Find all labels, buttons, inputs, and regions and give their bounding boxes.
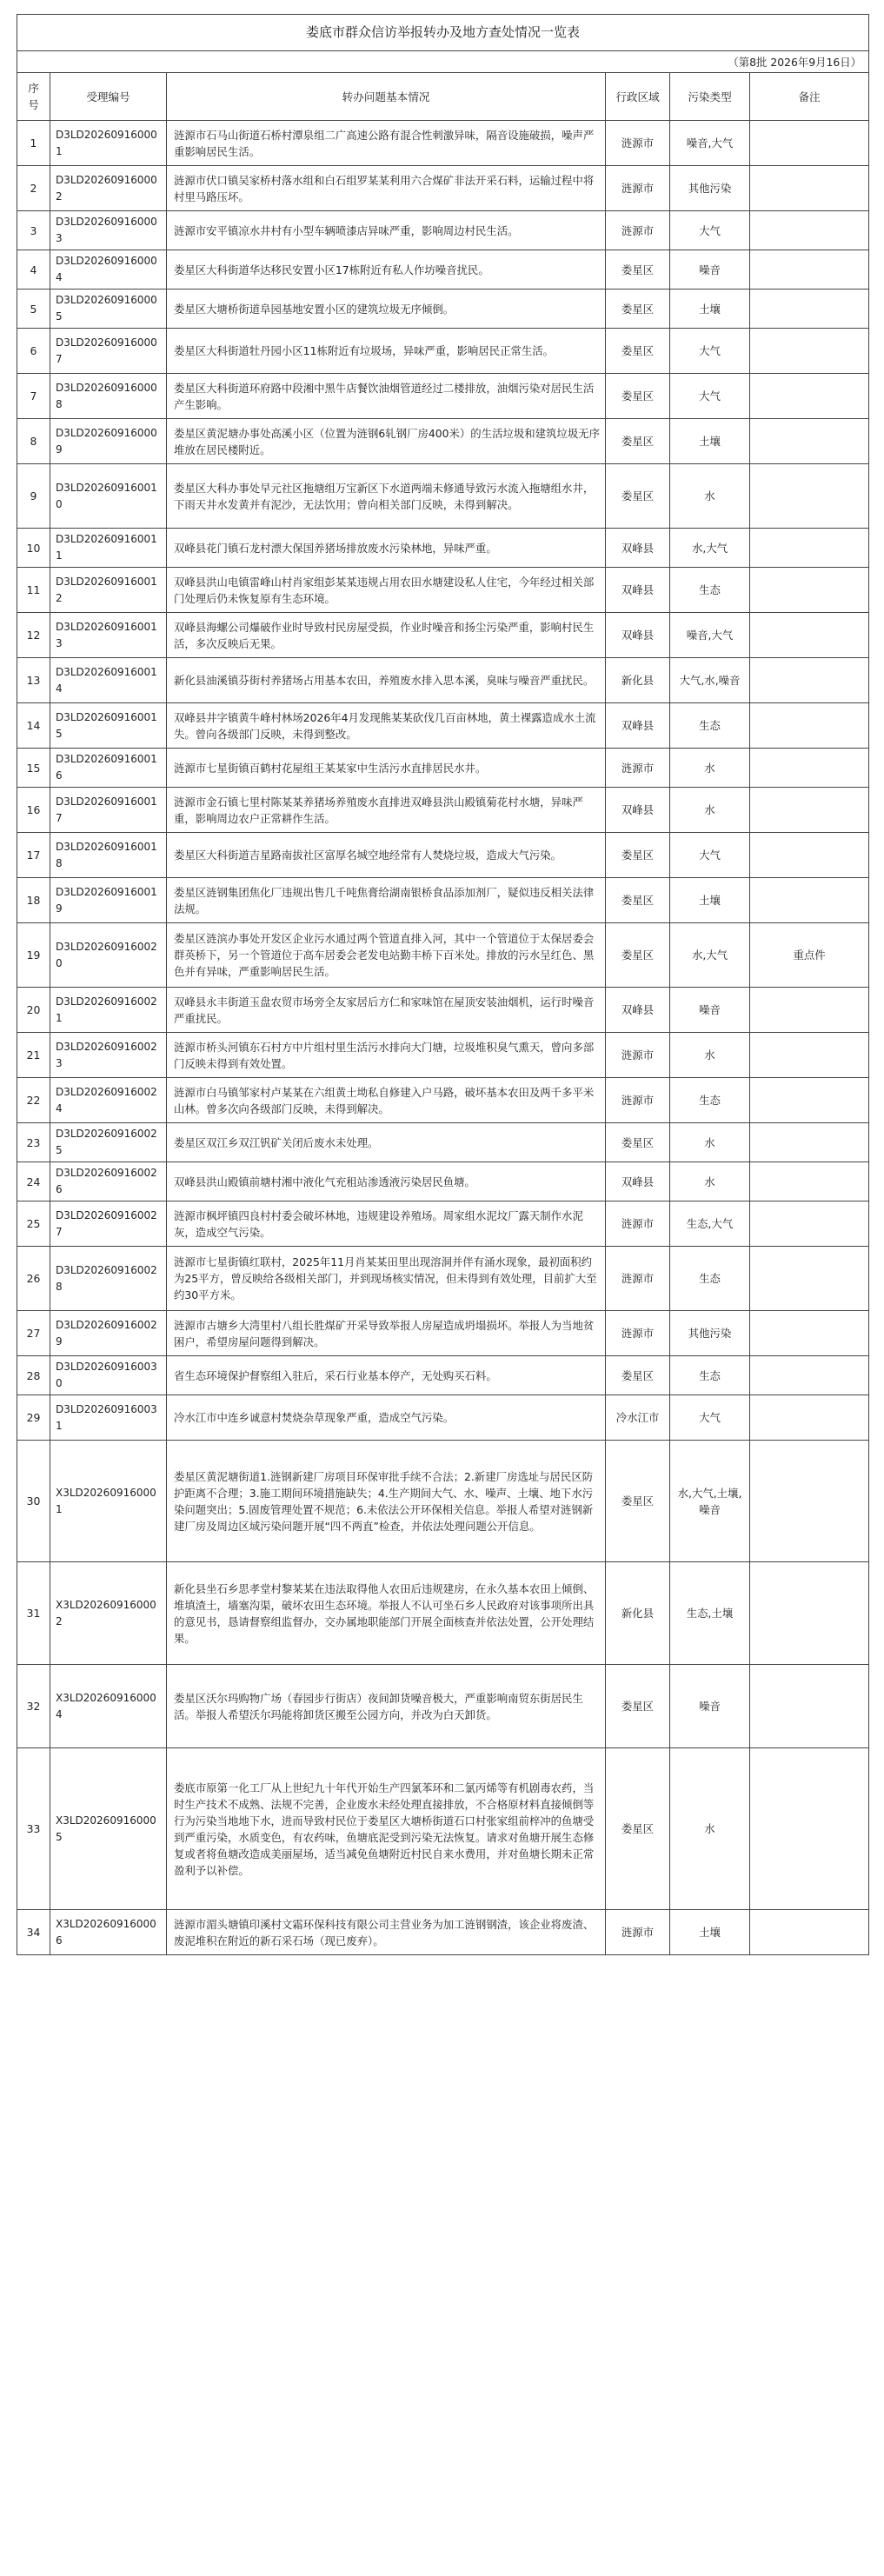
row-district: 娄星区: [606, 1748, 670, 1910]
row-description: 娄星区大科街道华达移民安置小区17栋附近有私人作坊噪音扰民。: [167, 250, 606, 290]
row-seq: 28: [17, 1356, 50, 1395]
row-pollution-type: 噪音: [670, 1665, 750, 1748]
row-description: 娄星区黄泥塘街道1.涟钢新建厂房项目环保审批手续不合法；2.新建厂房选址与居民区防护距离不合理；3.施工期间环境措施缺失；4.生产期间大气、水、噪声、土壤、地下水污染问题突出；5.固废管理处置不规范；6.未依法公开环保相关信息。举报人希望对涟钢新建厂房及周边区域污染问题开展“四不两直”检查，并依法处理问题公开信息。: [167, 1441, 606, 1562]
row-seq: 7: [17, 374, 50, 419]
row-pollution-type: 大气: [670, 374, 750, 419]
row-remark: [750, 878, 869, 923]
row-pollution-type: 水: [670, 1748, 750, 1910]
batch-note: （第8批 2026年9月16日）: [17, 51, 869, 73]
row-remark: [750, 1033, 869, 1078]
table-row: [17, 988, 869, 1033]
row-pollution-type: 水: [670, 1162, 750, 1201]
table-row: [17, 374, 869, 419]
row-remark: [750, 988, 869, 1033]
row-pollution-type: 生态: [670, 703, 750, 749]
row-description: 娄星区涟滨办事处开发区企业污水通过两个管道直排入河，其中一个管道位于太保居委会群英桥下，另一个管道位于高车居委会老发电站勤丰桥下百米处。排放的污水呈红色、黑色并有异味，严重影响居民生活。: [167, 923, 606, 988]
row-district: 涟源市: [606, 1033, 670, 1078]
table-row: [17, 1162, 869, 1201]
row-pollution-type: 土壤: [670, 419, 750, 464]
row-pollution-type: 噪音: [670, 250, 750, 290]
row-remark: [750, 568, 869, 613]
row-description: 娄星区大科办事处早元社区拖塘组万宝新区下水道两端未修通导致污水流入拖塘组水井，下雨天井水发黄并有泥沙，无法饮用；曾向相关部门反映，未得到解决。: [167, 464, 606, 529]
row-district: 娄星区: [606, 290, 670, 329]
row-pollution-type: 大气: [670, 833, 750, 878]
row-code: D3LD202609160019: [50, 878, 167, 923]
row-pollution-type: 水: [670, 749, 750, 788]
row-district: 双峰县: [606, 788, 670, 833]
row-description: 涟源市安平镇凉水井村有小型车辆喷漆店异味严重，影响周边村民生活。: [167, 211, 606, 250]
row-pollution-type: 噪音,大气: [670, 121, 750, 166]
row-district: 涟源市: [606, 1201, 670, 1247]
row-remark: [750, 529, 869, 568]
row-code: X3LD202609160001: [50, 1441, 167, 1562]
row-seq: 13: [17, 658, 50, 703]
row-district: 涟源市: [606, 1311, 670, 1356]
row-seq: 25: [17, 1201, 50, 1247]
row-district: 娄星区: [606, 1356, 670, 1395]
row-description: 新化县坐石乡思孝堂村黎某某在违法取得他人农田后违规建房，在永久基本农田上倾倒、堆填渣土，墙塞沟渠，破坏农田生态环境。举报人不认可坐石乡人民政府对该事项所出具的意见书，恳请督察组监督办，交办属地职能部门开展全面核查并依法处置，公开处理结果。: [167, 1562, 606, 1665]
row-description: 涟源市湄头塘镇印溪村文霜环保科技有限公司主营业务为加工涟钢钢渣，该企业将废渣、废泥堆积在附近的新石采石场（现已废弃）。: [167, 1910, 606, 1955]
row-seq: 12: [17, 613, 50, 658]
row-district: 新化县: [606, 658, 670, 703]
row-code: D3LD202609160010: [50, 464, 167, 529]
row-seq: 29: [17, 1395, 50, 1441]
row-description: 涟源市桥头河镇东石村方中片组村里生活污水排向大门塘，垃圾堆积臭气熏天，曾向多部门反映未得到有效处置。: [167, 1033, 606, 1078]
row-description: 涟源市枫坪镇四良村村委会破坏林地，违规建设养殖场。周家组水泥坟厂露天制作水泥灰，造成空气污染。: [167, 1201, 606, 1247]
table-row: [17, 788, 869, 833]
row-district: 涟源市: [606, 211, 670, 250]
row-district: 娄星区: [606, 923, 670, 988]
row-seq: 19: [17, 923, 50, 988]
table-row: [17, 923, 869, 988]
row-district: 娄星区: [606, 833, 670, 878]
row-district: 双峰县: [606, 529, 670, 568]
table-row: [17, 833, 869, 878]
row-pollution-type: 土壤: [670, 878, 750, 923]
row-description: 娄星区涟钢集团焦化厂违规出售几千吨焦膏给湖南银桥食品添加剂厂，疑似违反相关法律法规。: [167, 878, 606, 923]
table-row: [17, 1078, 869, 1123]
row-seq: 27: [17, 1311, 50, 1356]
row-seq: 23: [17, 1123, 50, 1162]
row-description: 省生态环境保护督察组入驻后，采石行业基本停产，无处购买石料。: [167, 1356, 606, 1395]
table-row: [17, 749, 869, 788]
row-code: D3LD202609160024: [50, 1078, 167, 1123]
row-seq: 15: [17, 749, 50, 788]
table-row: [17, 166, 869, 211]
row-district: 涟源市: [606, 166, 670, 211]
row-description: 涟源市白马镇邹家村卢某某在六组黄土坳私自修建入户马路，破坏基本农田及两千多平米山林。曾多次向各级部门反映，未得到解决。: [167, 1078, 606, 1123]
row-remark: [750, 703, 869, 749]
row-district: 娄星区: [606, 374, 670, 419]
row-description: 涟源市金石镇七里村陈某某养猪场养殖废水直排进双峰县洪山殿镇菊花村水塘，异味严重，影响周边农户正常耕作生活。: [167, 788, 606, 833]
row-district: 娄星区: [606, 1665, 670, 1748]
row-seq: 5: [17, 290, 50, 329]
row-code: X3LD202609160006: [50, 1910, 167, 1955]
row-code: D3LD202609160020: [50, 923, 167, 988]
row-pollution-type: 生态,土壤: [670, 1562, 750, 1665]
row-seq: 31: [17, 1562, 50, 1665]
row-description: 涟源市古塘乡大湾里村八组长胜煤矿开采导致举报人房屋造成坍塌损坏。举报人为当地贫困户，希望房屋问题得到解决。: [167, 1311, 606, 1356]
row-remark: [750, 1247, 869, 1311]
row-remark: [750, 788, 869, 833]
row-code: D3LD202609160011: [50, 529, 167, 568]
row-remark: [750, 1562, 869, 1665]
report-table: [17, 14, 869, 1955]
row-code: D3LD202609160028: [50, 1247, 167, 1311]
row-district: 双峰县: [606, 613, 670, 658]
row-code: D3LD202609160027: [50, 1201, 167, 1247]
header-pollution-type: 污染类型: [670, 73, 750, 121]
row-description: 娄星区黄泥塘办事处高溪小区（位置为涟钢6轧钢厂房400米）的生活垃圾和建筑垃圾无序堆放在居民楼附近。: [167, 419, 606, 464]
row-pollution-type: 生态: [670, 1356, 750, 1395]
row-code: D3LD202609160016: [50, 749, 167, 788]
header-row: [17, 73, 869, 121]
row-pollution-type: 土壤: [670, 290, 750, 329]
row-code: D3LD202609160002: [50, 166, 167, 211]
table-row: [17, 1748, 869, 1910]
row-remark: [750, 613, 869, 658]
row-remark: [750, 1123, 869, 1162]
table-row: [17, 568, 869, 613]
row-code: X3LD202609160005: [50, 1748, 167, 1910]
row-description: 双峰县井字镇黄牛峰村林场2026年4月发现熊某某砍伐几百亩林地，黄土裸露造成水土流失。曾向各级部门反映，未得到整改。: [167, 703, 606, 749]
table-row: [17, 1562, 869, 1665]
row-code: D3LD202609160009: [50, 419, 167, 464]
table-row: [17, 250, 869, 290]
row-pollution-type: 水: [670, 1033, 750, 1078]
row-description: 娄星区双江乡双江钒矿关闭后废水未处理。: [167, 1123, 606, 1162]
table-row: [17, 1395, 869, 1441]
row-pollution-type: 水: [670, 788, 750, 833]
row-code: D3LD202609160023: [50, 1033, 167, 1078]
row-description: 双峰县海螺公司爆破作业时导致村民房屋受损，作业时噪音和扬尘污染严重，影响村民生活，多次反映后无果。: [167, 613, 606, 658]
row-code: D3LD202609160025: [50, 1123, 167, 1162]
row-remark: [750, 1395, 869, 1441]
row-code: D3LD202609160012: [50, 568, 167, 613]
table-row: [17, 1123, 869, 1162]
row-description: 娄星区沃尔玛购物广场（春园步行街店）夜间卸货噪音极大，严重影响南贸东街居民生活。举报人希望沃尔玛能将卸货区搬至公园方向，并改为白天卸货。: [167, 1665, 606, 1748]
row-seq: 1: [17, 121, 50, 166]
header-code: 受理编号: [50, 73, 167, 121]
row-seq: 20: [17, 988, 50, 1033]
row-pollution-type: 其他污染: [670, 1311, 750, 1356]
row-description: 娄星区大科街道环府路中段湘中黑牛店餐饮油烟管道经过二楼排放，油烟污染对居民生活产生影响。: [167, 374, 606, 419]
row-remark: [750, 290, 869, 329]
row-pollution-type: 大气: [670, 1395, 750, 1441]
row-remark: [750, 1311, 869, 1356]
row-district: 涟源市: [606, 1247, 670, 1311]
batch-note-row: [17, 51, 869, 73]
row-seq: 34: [17, 1910, 50, 1955]
row-seq: 3: [17, 211, 50, 250]
row-seq: 30: [17, 1441, 50, 1562]
row-seq: 11: [17, 568, 50, 613]
row-district: 涟源市: [606, 1910, 670, 1955]
row-district: 双峰县: [606, 1162, 670, 1201]
row-code: D3LD202609160003: [50, 211, 167, 250]
row-remark: [750, 1441, 869, 1562]
row-seq: 33: [17, 1748, 50, 1910]
header-seq: 序号: [17, 73, 50, 121]
row-code: D3LD202609160013: [50, 613, 167, 658]
row-district: 新化县: [606, 1562, 670, 1665]
row-remark: [750, 1201, 869, 1247]
table-row: [17, 1441, 869, 1562]
row-code: D3LD202609160014: [50, 658, 167, 703]
row-description: 冷水江市中连乡诚意村焚烧杂草现象严重，造成空气污染。: [167, 1395, 606, 1441]
table-row: [17, 1201, 869, 1247]
row-seq: 9: [17, 464, 50, 529]
row-district: 娄星区: [606, 329, 670, 374]
row-remark: [750, 1356, 869, 1395]
row-district: 双峰县: [606, 988, 670, 1033]
row-seq: 26: [17, 1247, 50, 1311]
table-row: [17, 1311, 869, 1356]
table-row: [17, 464, 869, 529]
row-code: D3LD202609160031: [50, 1395, 167, 1441]
row-district: 冷水江市: [606, 1395, 670, 1441]
row-remark: [750, 329, 869, 374]
table-row: [17, 419, 869, 464]
table-row: [17, 1356, 869, 1395]
row-remark: [750, 1748, 869, 1910]
row-remark: [750, 1910, 869, 1955]
report-sheet: [17, 14, 868, 1955]
row-description: 双峰县洪山电镇雷峰山村肖家组彭某某违规占用农田水塘建设私人住宅，今年经过相关部门处理后仍未恢复原有生态环境。: [167, 568, 606, 613]
table-row: [17, 1033, 869, 1078]
row-code: D3LD202609160030: [50, 1356, 167, 1395]
row-description: 娄星区大塘桥街道阜园基地安置小区的建筑垃圾无序倾倒。: [167, 290, 606, 329]
row-seq: 14: [17, 703, 50, 749]
row-code: D3LD202609160015: [50, 703, 167, 749]
table-row: [17, 1665, 869, 1748]
row-district: 娄星区: [606, 419, 670, 464]
row-description: 涟源市七星街镇红联村，2025年11月肖某某田里出现溶洞并伴有涌水现象，最初面积约为25平方，曾反映给各级相关部门，并到现场核实情况，但未得到有效处理，目前扩大至约30平方米。: [167, 1247, 606, 1311]
table-row: [17, 613, 869, 658]
row-district: 双峰县: [606, 568, 670, 613]
row-remark: [750, 121, 869, 166]
row-code: D3LD202609160018: [50, 833, 167, 878]
row-seq: 10: [17, 529, 50, 568]
row-remark: [750, 1162, 869, 1201]
row-code: X3LD202609160004: [50, 1665, 167, 1748]
row-remark: [750, 250, 869, 290]
row-remark: [750, 166, 869, 211]
row-remark: [750, 833, 869, 878]
row-remark: [750, 1665, 869, 1748]
table-row: [17, 703, 869, 749]
row-pollution-type: 水,大气: [670, 923, 750, 988]
row-description: 新化县油溪镇芬街村养猪场占用基本农田，养殖废水排入思本溪，臭味与噪音严重扰民。: [167, 658, 606, 703]
row-seq: 24: [17, 1162, 50, 1201]
row-description: 双峰县洪山殿镇前塘村湘中液化气充租站渗透液污染居民鱼塘。: [167, 1162, 606, 1201]
row-district: 娄星区: [606, 1123, 670, 1162]
row-pollution-type: 水: [670, 464, 750, 529]
table-row: [17, 290, 869, 329]
table-row: [17, 878, 869, 923]
row-district: 双峰县: [606, 703, 670, 749]
header-remark: 备注: [750, 73, 869, 121]
row-pollution-type: 其他污染: [670, 166, 750, 211]
row-remark: [750, 749, 869, 788]
row-remark: [750, 374, 869, 419]
row-district: 涟源市: [606, 121, 670, 166]
row-pollution-type: 水,大气: [670, 529, 750, 568]
row-pollution-type: 生态,大气: [670, 1201, 750, 1247]
row-district: 娄星区: [606, 878, 670, 923]
row-description: 娄星区大科街道吉星路南拔社区富厚名城空地经常有人焚烧垃圾，造成大气污染。: [167, 833, 606, 878]
row-seq: 32: [17, 1665, 50, 1748]
row-district: 娄星区: [606, 1441, 670, 1562]
row-seq: 4: [17, 250, 50, 290]
row-district: 涟源市: [606, 749, 670, 788]
table-row: [17, 529, 869, 568]
row-code: X3LD202609160002: [50, 1562, 167, 1665]
row-pollution-type: 水: [670, 1123, 750, 1162]
row-remark: 重点件: [750, 923, 869, 988]
row-code: D3LD202609160004: [50, 250, 167, 290]
table-row: [17, 1247, 869, 1311]
header-district: 行政区域: [606, 73, 670, 121]
row-pollution-type: 生态: [670, 568, 750, 613]
row-pollution-type: 水,大气,土壤,噪音: [670, 1441, 750, 1562]
table-row: [17, 329, 869, 374]
row-description: 涟源市石马山街道石桥村潭泉组二广高速公路有混合性刺激异味，隔音设施破损，噪声严重影响居民生活。: [167, 121, 606, 166]
row-pollution-type: 生态: [670, 1078, 750, 1123]
row-seq: 16: [17, 788, 50, 833]
row-description: 涟源市伏口镇吴家桥村落水组和白石组罗某某利用六合煤矿非法开采石料，运输过程中将村里马路压坏。: [167, 166, 606, 211]
row-pollution-type: 土壤: [670, 1910, 750, 1955]
row-description: 娄底市原第一化工厂从上世纪九十年代开始生产四氯苯环和二氯丙烯等有机剧毒农药，当时生产技术不成熟、法规不完善，企业废水未经处理直接排放，不合格原材料直接倾倒等行为污染当地地下水，进而导致村民位于娄星区大塘桥街道石口村张家组前梓冲的鱼塘受到严重污染，水质变色，有农药味，鱼塘底泥受到污染无法恢复。请求对鱼塘开展生态修复或者将鱼塘改造成美丽屋场，适当减免鱼塘附近村民自来水费用，并对鱼塘长期未正常盈利予以补偿。: [167, 1748, 606, 1910]
row-code: D3LD202609160029: [50, 1311, 167, 1356]
row-code: D3LD202609160008: [50, 374, 167, 419]
row-seq: 22: [17, 1078, 50, 1123]
row-pollution-type: 大气,水,噪音: [670, 658, 750, 703]
row-code: D3LD202609160021: [50, 988, 167, 1033]
row-code: D3LD202609160026: [50, 1162, 167, 1201]
row-seq: 6: [17, 329, 50, 374]
row-description: 涟源市七星街镇百鹤村花屋组王某某家中生活污水直排居民水井。: [167, 749, 606, 788]
row-code: D3LD202609160017: [50, 788, 167, 833]
row-code: D3LD202609160001: [50, 121, 167, 166]
table-row: [17, 121, 869, 166]
row-seq: 8: [17, 419, 50, 464]
title-row: [17, 15, 869, 51]
row-seq: 2: [17, 166, 50, 211]
header-description: 转办问题基本情况: [167, 73, 606, 121]
row-seq: 18: [17, 878, 50, 923]
row-district: 涟源市: [606, 1078, 670, 1123]
row-seq: 21: [17, 1033, 50, 1078]
row-description: 双峰县花门镇石龙村漂大保国养猪场排放废水污染林地，异味严重。: [167, 529, 606, 568]
row-seq: 17: [17, 833, 50, 878]
row-pollution-type: 噪音,大气: [670, 613, 750, 658]
row-district: 娄星区: [606, 250, 670, 290]
row-description: 娄星区大科街道牡丹园小区11栋附近有垃圾场，异味严重，影响居民正常生活。: [167, 329, 606, 374]
row-pollution-type: 噪音: [670, 988, 750, 1033]
row-remark: [750, 658, 869, 703]
table-row: [17, 658, 869, 703]
row-code: D3LD202609160005: [50, 290, 167, 329]
table-row: [17, 1910, 869, 1955]
row-pollution-type: 生态: [670, 1247, 750, 1311]
row-description: 双峰县永丰街道玉盘农贸市场旁全友家居后方仁和家味馆在屋顶安装油烟机，运行时噪音严重扰民。: [167, 988, 606, 1033]
row-remark: [750, 1078, 869, 1123]
row-pollution-type: 大气: [670, 329, 750, 374]
row-district: 娄星区: [606, 464, 670, 529]
row-remark: [750, 211, 869, 250]
row-remark: [750, 419, 869, 464]
row-code: D3LD202609160007: [50, 329, 167, 374]
row-pollution-type: 大气: [670, 211, 750, 250]
row-remark: [750, 464, 869, 529]
table-row: [17, 211, 869, 250]
table-title: 娄底市群众信访举报转办及地方查处情况一览表: [17, 15, 869, 51]
